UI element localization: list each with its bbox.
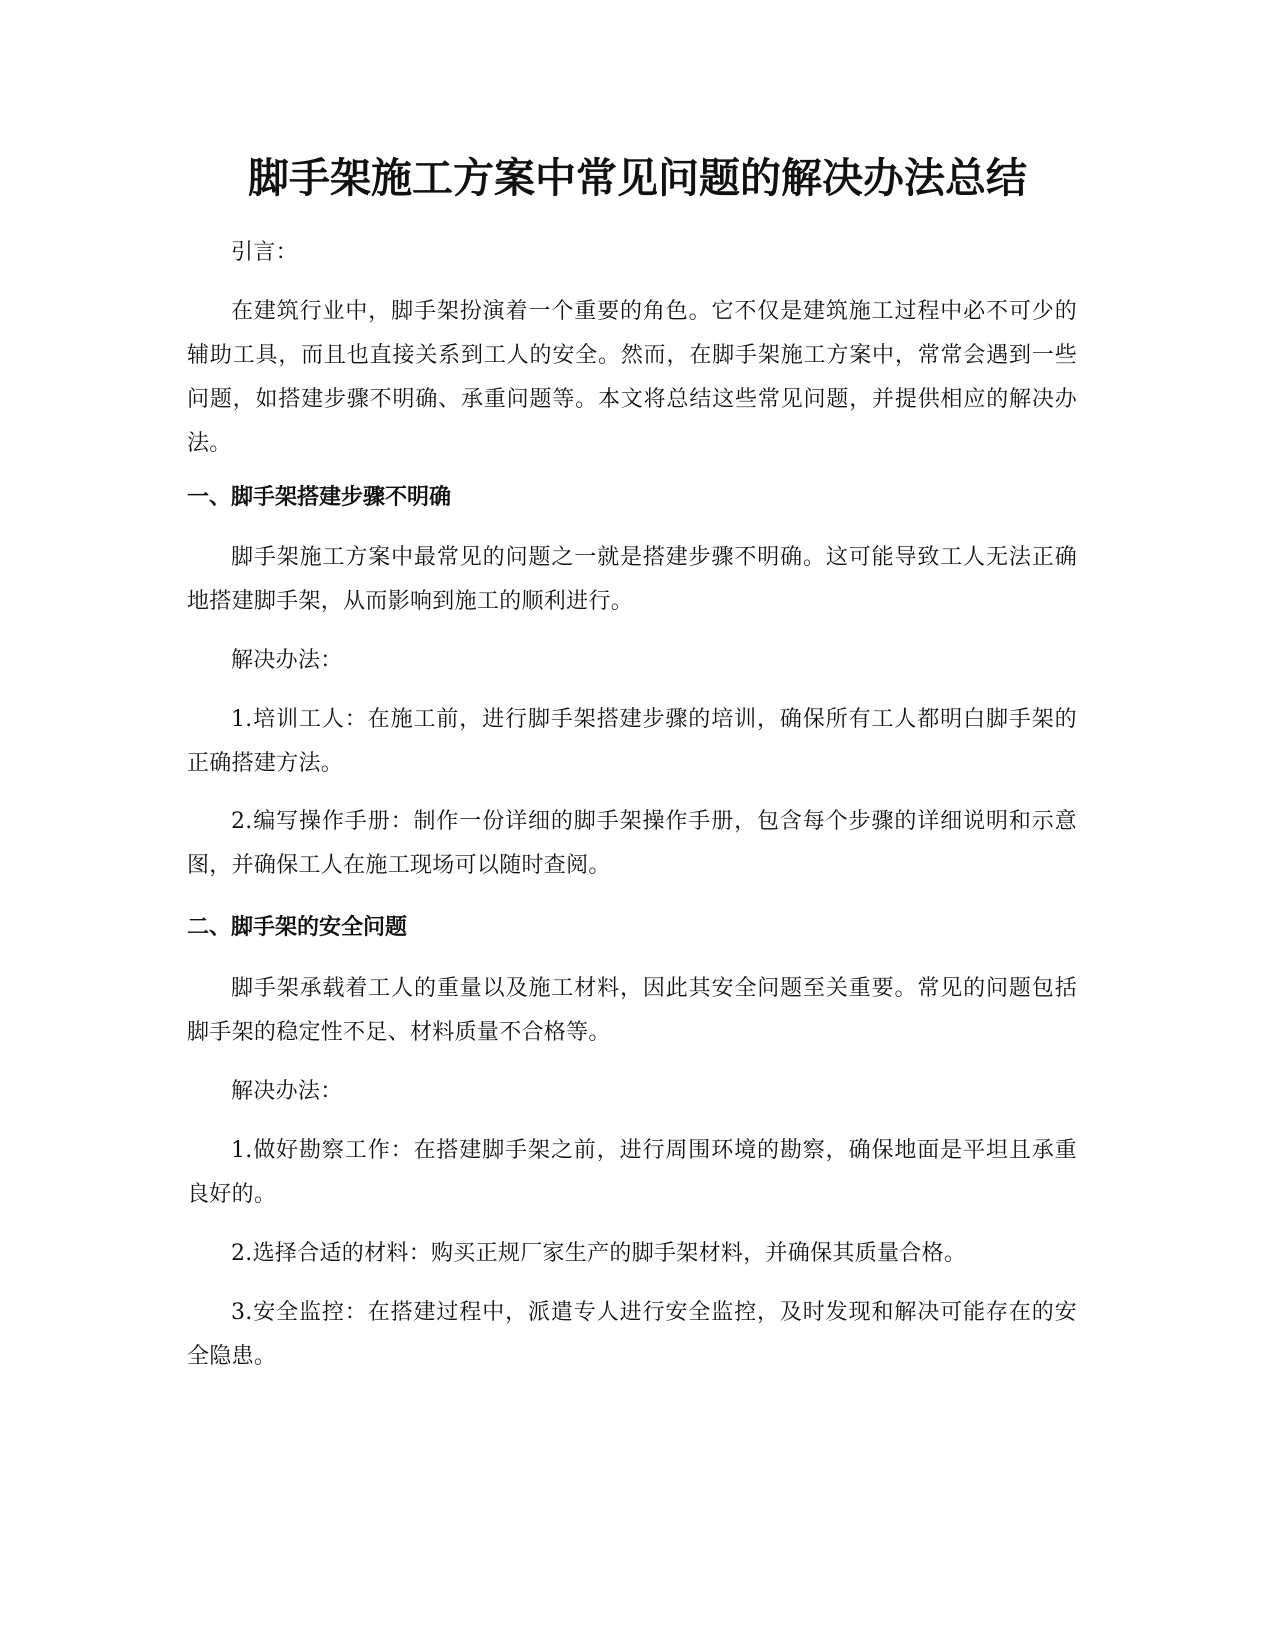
- section-1-solution-label: 解决办法：: [231, 648, 343, 673]
- section-2-item-1: 1.做好勘察工作：在搭建脚手架之前，进行周围环境的勘察，确保地面是平坦且承重良好的。: [187, 1138, 1077, 1207]
- intro-paragraph: 在建筑行业中，脚手架扮演着一个重要的角色。它不仅是建筑施工过程中必不可少的辅助工具，而且也直接关系到工人的安全。然而，在脚手架施工方案中，常常会遇到一些问题，如搭建步骤不明确、承重问题等。本文将总结这些常见问题，并提供相应的解决办法。: [187, 299, 1077, 456]
- section-2-body: 脚手架承载着工人的重量以及施工材料，因此其安全问题至关重要。常见的问题包括脚手架的稳定性不足、材料质量不合格等。: [187, 976, 1077, 1045]
- section-2-item-3: 3.安全监控：在搭建过程中，派遣专人进行安全监控，及时发现和解决可能存在的安全隐患。: [187, 1300, 1077, 1369]
- section-2-heading: 二、脚手架的安全问题: [187, 915, 408, 940]
- section-1-item-2: 2.编写操作手册：制作一份详细的脚手架操作手册，包含每个步骤的详细说明和示意图，并确保工人在施工现场可以随时查阅。: [187, 809, 1077, 878]
- section-1-heading: 一、脚手架搭建步骤不明确: [187, 485, 452, 510]
- document-title: 脚手架施工方案中常见问题的解决办法总结: [248, 154, 1027, 202]
- intro-label: 引言：: [231, 240, 298, 265]
- section-2-item-2: 2.选择合适的材料：购买正规厂家生产的脚手架材料，并确保其质量合格。: [231, 1241, 967, 1266]
- section-1-item-1: 1.培训工人：在施工前，进行脚手架搭建步骤的培训，确保所有工人都明白脚手架的正确搭建方法。: [187, 707, 1077, 776]
- section-1-body: 脚手架施工方案中最常见的问题之一就是搭建步骤不明确。这可能导致工人无法正确地搭建脚手架，从而影响到施工的顺利进行。: [187, 545, 1077, 614]
- section-2-solution-label: 解决办法：: [231, 1079, 343, 1104]
